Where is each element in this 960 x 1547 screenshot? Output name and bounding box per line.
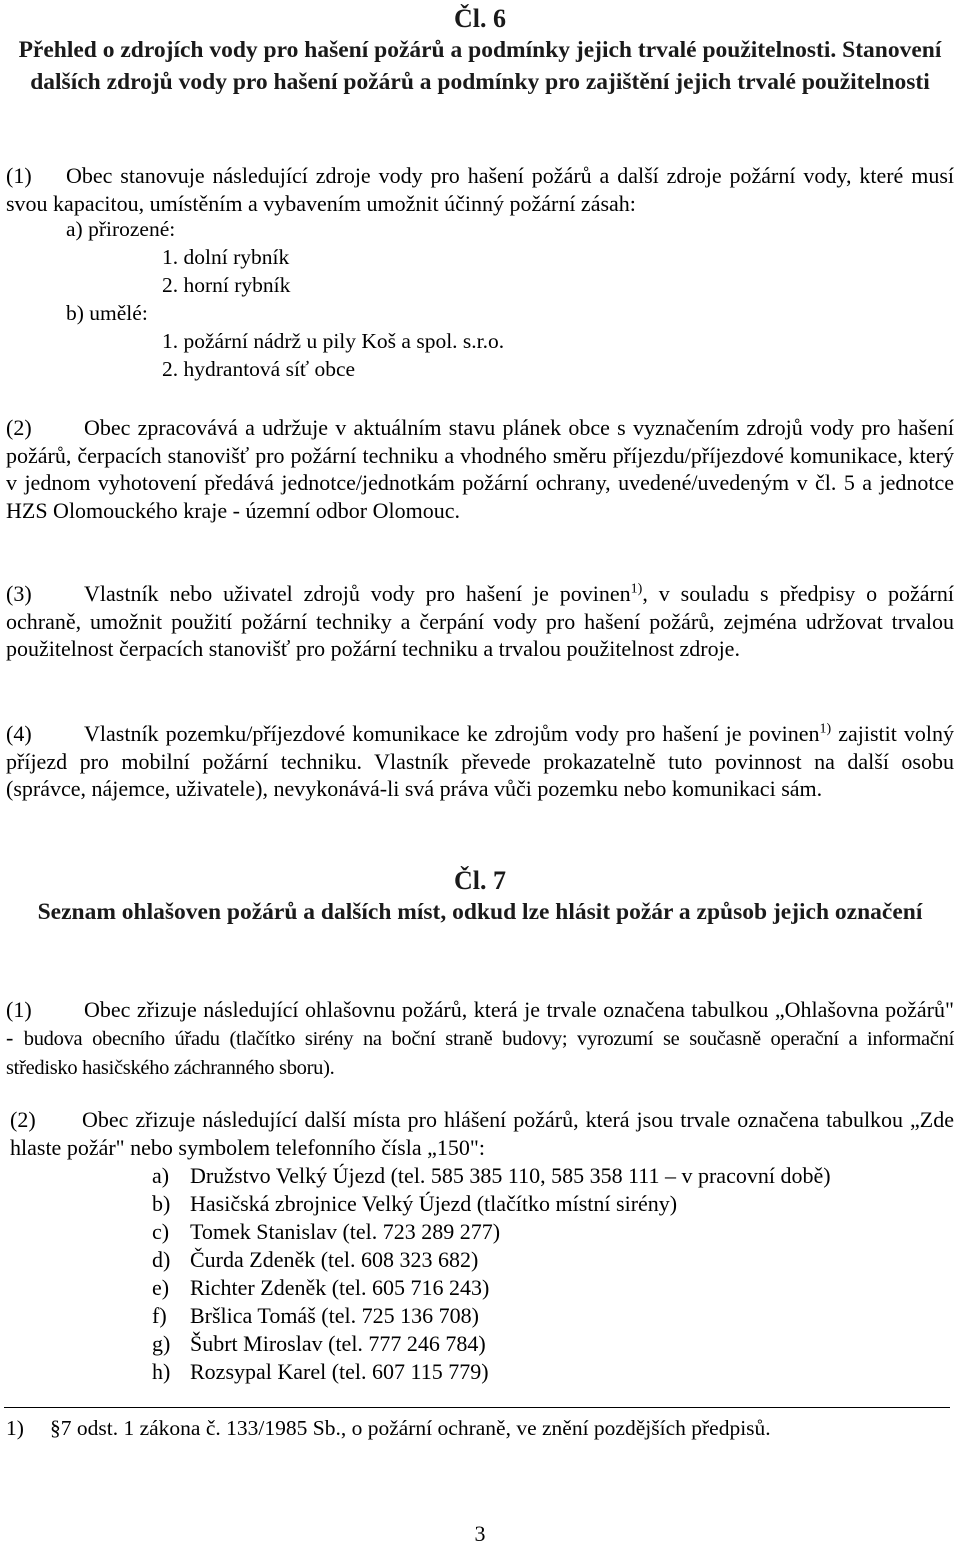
reporting-place-item bbox=[152, 1358, 489, 1386]
reporting-place-item bbox=[152, 1162, 831, 1190]
item-text: Šubrt Miroslav (tel. 777 246 784) bbox=[190, 1331, 486, 1356]
article-6-paragraph-1 bbox=[6, 162, 954, 217]
item-letter: b) bbox=[152, 1191, 171, 1216]
paragraph-number: (2) bbox=[6, 415, 32, 440]
item-letter: d) bbox=[152, 1247, 171, 1272]
reporting-place-item bbox=[152, 1218, 500, 1246]
article-7-title: Seznam ohlašoven požárů a dalších míst, odkud lze hlásit požár a způsob jejich označení bbox=[37, 899, 923, 925]
article-7-heading bbox=[0, 866, 960, 928]
footnote-text: §7 odst. 1 zákona č. 133/1985 Sb., o požární ochraně, ve znění pozdějších předpisů. bbox=[50, 1416, 771, 1440]
item-text: Bršlica Tomáš (tel. 725 136 708) bbox=[190, 1303, 479, 1328]
reporting-place-item bbox=[152, 1190, 677, 1218]
natural-sources-label: a) přirozené: bbox=[66, 217, 176, 241]
footnote bbox=[6, 1415, 771, 1442]
natural-source-item: 1. dolní rybník bbox=[162, 245, 290, 269]
reporting-place-item bbox=[152, 1330, 486, 1358]
paragraph-text: budova obecního úřadu (tlačítko sirény na boční straně budovy; vyrozumí se současně operační a informační středisko hasičského záchranného sboru). bbox=[6, 1027, 954, 1079]
artificial-source-item: 2. hydrantová síť obce bbox=[162, 357, 356, 381]
paragraph-number: (1) bbox=[6, 163, 32, 188]
paragraph-text: Obec zřizuje následující ohlašovnu požárů, která je trvale označena tabulkou „Ohlašovna požárů" - bbox=[6, 997, 954, 1050]
paragraph-number: (4) bbox=[6, 721, 32, 746]
article-6-heading bbox=[0, 4, 960, 98]
item-letter: h) bbox=[152, 1359, 171, 1384]
item-letter: c) bbox=[152, 1219, 170, 1244]
item-letter: e) bbox=[152, 1275, 170, 1300]
paragraph-text: Vlastník nebo uživatel zdrojů vody pro hašení je povinen bbox=[84, 581, 631, 606]
item-letter: a) bbox=[152, 1163, 170, 1188]
paragraph-text: Obec zpracovává a udržuje v aktuálním stavu plánek obce s vyznačením zdrojů vody pro hašení požárů, čerpacích stanovišť pro požární techniku a vhodného směru příjezdu/příjezdové komunikace, který v jednom vyhotovení předává jednotce/jednotkám požární ochrany, uvedené/uvedeným v čl. 5 a jednotce HZS Olomouckého kraje - územní odbor Olomouc. bbox=[6, 415, 954, 523]
item-letter: f) bbox=[152, 1303, 167, 1328]
natural-source-item: 2. horní rybník bbox=[162, 273, 291, 297]
item-text: Rozsypal Karel (tel. 607 115 779) bbox=[190, 1359, 489, 1384]
paragraph-text: zajistit volný příjezd pro mobilní požární techniku. Vlastník převede prokazatelně tuto povinnost na další osobu (správce, nájemce, uživatele), nevykonává-li svá práva vůči pozemku nebo komunikaci sám. bbox=[6, 721, 955, 801]
paragraph-text: Vlastník pozemku/příjezdové komunikace ke zdrojům vody pro hašení je povinen bbox=[84, 721, 820, 746]
item-text: Hasičská zbrojnice Velký Újezd (tlačítko místní sirény) bbox=[190, 1191, 678, 1216]
article-6-number: Čl. 6 bbox=[454, 4, 506, 33]
paragraph-number: (1) bbox=[6, 997, 32, 1022]
footnote-mark: 1) bbox=[6, 1416, 24, 1440]
article-7-paragraph-2 bbox=[10, 1106, 954, 1161]
artificial-sources-label: b) umělé: bbox=[66, 301, 148, 325]
article-7-number: Čl. 7 bbox=[454, 866, 506, 895]
item-letter: g) bbox=[152, 1331, 171, 1356]
paragraph-text: , v souladu s předpisy o požární ochraně, umožnit použití požární techniky a čerpání vody pro hašení požárů, zejména udržovat trvalou použitelnost čerpacích stanovišť pro požární techniku a trvalou použitelnost zdroje. bbox=[6, 581, 955, 661]
page-number: 3 bbox=[474, 1521, 486, 1546]
item-text: Richter Zdeněk (tel. 605 716 243) bbox=[190, 1275, 490, 1300]
footnote-divider bbox=[4, 1407, 950, 1408]
paragraph-number: (2) bbox=[10, 1107, 36, 1132]
footnote-reference: 1) bbox=[630, 581, 643, 597]
article-6-paragraph-2 bbox=[6, 414, 954, 524]
article-6-title: Přehled o zdrojích vody pro hašení požárů a podmínky jejich trvalé použitelnosti. Stanovení dalších zdrojů vody pro hašení požárů a podmínky pro zajištění jejich trvalé použitelnosti bbox=[18, 37, 942, 95]
article-6-paragraph-4 bbox=[6, 720, 954, 803]
article-6-paragraph-3 bbox=[6, 580, 954, 663]
reporting-place-item bbox=[152, 1246, 478, 1274]
footnote-reference: 1) bbox=[819, 721, 832, 737]
reporting-place-item bbox=[152, 1274, 489, 1302]
paragraph-text: Obec zřizuje následující další místa pro hlášení požárů, která jsou trvale označena tabulkou „Zde hlaste požár" nebo symbolem telefonního čísla „150": bbox=[10, 1107, 954, 1160]
item-text: Tomek Stanislav (tel. 723 289 277) bbox=[190, 1219, 501, 1244]
paragraph-number: (3) bbox=[6, 581, 32, 606]
paragraph-text: Obec stanovuje následující zdroje vody pro hašení požárů a další zdroje požární vody, které musí svou kapacitou, umístěním a vybavením umožnit účinný požární zásah: bbox=[6, 163, 954, 216]
article-7-paragraph-1 bbox=[6, 996, 954, 1083]
item-text: Čurda Zdeněk (tel. 608 323 682) bbox=[190, 1247, 479, 1272]
artificial-source-item: 1. požární nádrž u pily Koš a spol. s.r.o. bbox=[162, 329, 505, 353]
item-text: Družstvo Velký Újezd (tel. 585 385 110, 585 358 111 – v pracovní době) bbox=[190, 1163, 831, 1188]
reporting-place-item bbox=[152, 1302, 479, 1330]
